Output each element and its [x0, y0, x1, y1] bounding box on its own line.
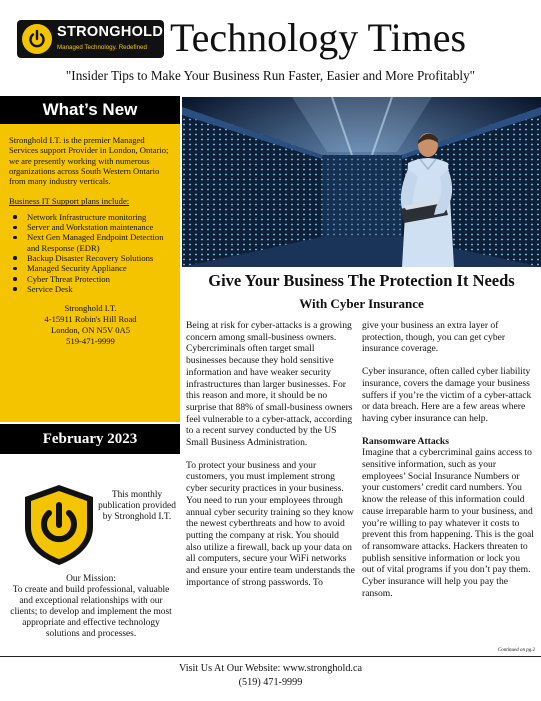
article-paragraph: Cyber insurance, often called cyber liability insurance, covers the damage your business suffers if you’re the victim of a cyber-attack or data breach. Here are a few areas where having cyber insurance can help. [362, 366, 532, 424]
issue-date: February 2023 [0, 424, 180, 454]
plans-list [9, 212, 172, 294]
article-column-left [186, 320, 356, 599]
list-item: Managed Security Appliance [9, 263, 172, 273]
article-paragraph: To protect your business and your customers, you must implement strong cyber security practices in your business. You need to run your employees through annual cyber security training so they know the newest cyberthreats and how to avoid putting the company at risk. You should also utilize a firewall, back up your data on all computers, secure your WiFi networks and ensure your entire team understands the importance of strong passwords. To [186, 459, 355, 588]
sidebar [0, 96, 180, 656]
masthead [0, 0, 541, 92]
list-item: Server and Workstation maintenance [9, 222, 172, 232]
company-address [9, 303, 172, 347]
footer-website: Visit Us At Our Website: www.stronghold.ca [178, 663, 363, 674]
list-item: Service Desk [9, 284, 172, 294]
intro-text: Stronghold I.T. is the premier Managed Services support Provider in London, Ontario; we are presently working with numerous organizations across South Western Ontario from many industry verticals. [9, 135, 169, 187]
footer-phone: (519) 471-9999 [238, 677, 303, 688]
shield-icon [22, 483, 96, 567]
mission-text: To create and build professional, valuable and exceptional relationships with our clients; to develop and implement the most appropriate and effective technology solutions and processes. [10, 585, 172, 639]
newsletter-subtitle: "Insider Tips to Make Your Business Run Faster, Easier and More Profitably" [65, 68, 476, 83]
continued-note: Continued on pg.2 [497, 648, 535, 653]
article-title: Give Your Business The Protection It Needs [208, 271, 515, 290]
hero-image [182, 97, 541, 267]
article-paragraph: Being at risk for cyber-attacks is a growing concern among small-business owners. Cybercriminals often target small businesses because they hold sensitive information and have weaker security infrastructures than larger businesses. For this reason and more, it should be no surprise that 88% of small-business owners feel vulnerable to a cyber-attack, according to a recent survey conducted by the US Small Business Administration. [186, 320, 353, 449]
list-item: Cyber Threat Protection [9, 274, 172, 284]
publication-note: This monthly publication provided by Stronghold I.T. [98, 490, 176, 522]
whats-new-panel [0, 124, 180, 422]
address-phone: 519-471-9999 [66, 336, 115, 347]
logo-name: STRONGHOLD I.T. [57, 24, 188, 40]
logo-tagline: Managed Technology. Redefined [57, 44, 147, 51]
list-item: Backup Disaster Recovery Solutions [9, 253, 172, 263]
article-paragraph: give your business an extra layer of protection, though, you can get cyber insurance coverage. [362, 320, 506, 355]
list-item: Network Infrastructure monitoring [9, 212, 172, 222]
article-column-right [362, 320, 534, 610]
address-line: 4-15911 Robin's Hill Road [44, 314, 137, 325]
stronghold-logo [17, 20, 188, 58]
power-icon [22, 24, 52, 54]
address-line: London, ON N5V 0A5 [50, 325, 131, 336]
whats-new-heading: What’s New [0, 96, 180, 124]
mission-statement [6, 574, 176, 640]
article-paragraph: Imagine that a cybercriminal gains access to sensitive information, such as your employees’ Social Insurance Numbers or your customers’ credit card numbers. You know the release of this information could cause irreparable harm to your business, and you’re willing to pay whatever it costs to prevent this from happening. This is the goal of ransomware attacks. Hackers threaten to publish sensitive information or lock you out of vital programs if you don’t pay them. Cyber insurance will help you pay the ransom. [362, 447, 534, 599]
newsletter-title: Technology Times [170, 15, 467, 60]
plans-heading: Business IT Support plans include: [9, 196, 130, 207]
section-heading: Ransomware Attacks [362, 435, 449, 447]
list-item: Next Gen Managed Endpoint Detection and Response (EDR) [9, 232, 172, 253]
footer-divider [0, 656, 541, 657]
article-subtitle: With Cyber Insurance [299, 296, 424, 311]
address-line: Stronghold I.T. [64, 303, 117, 314]
mission-heading: Our Mission: [66, 574, 116, 584]
